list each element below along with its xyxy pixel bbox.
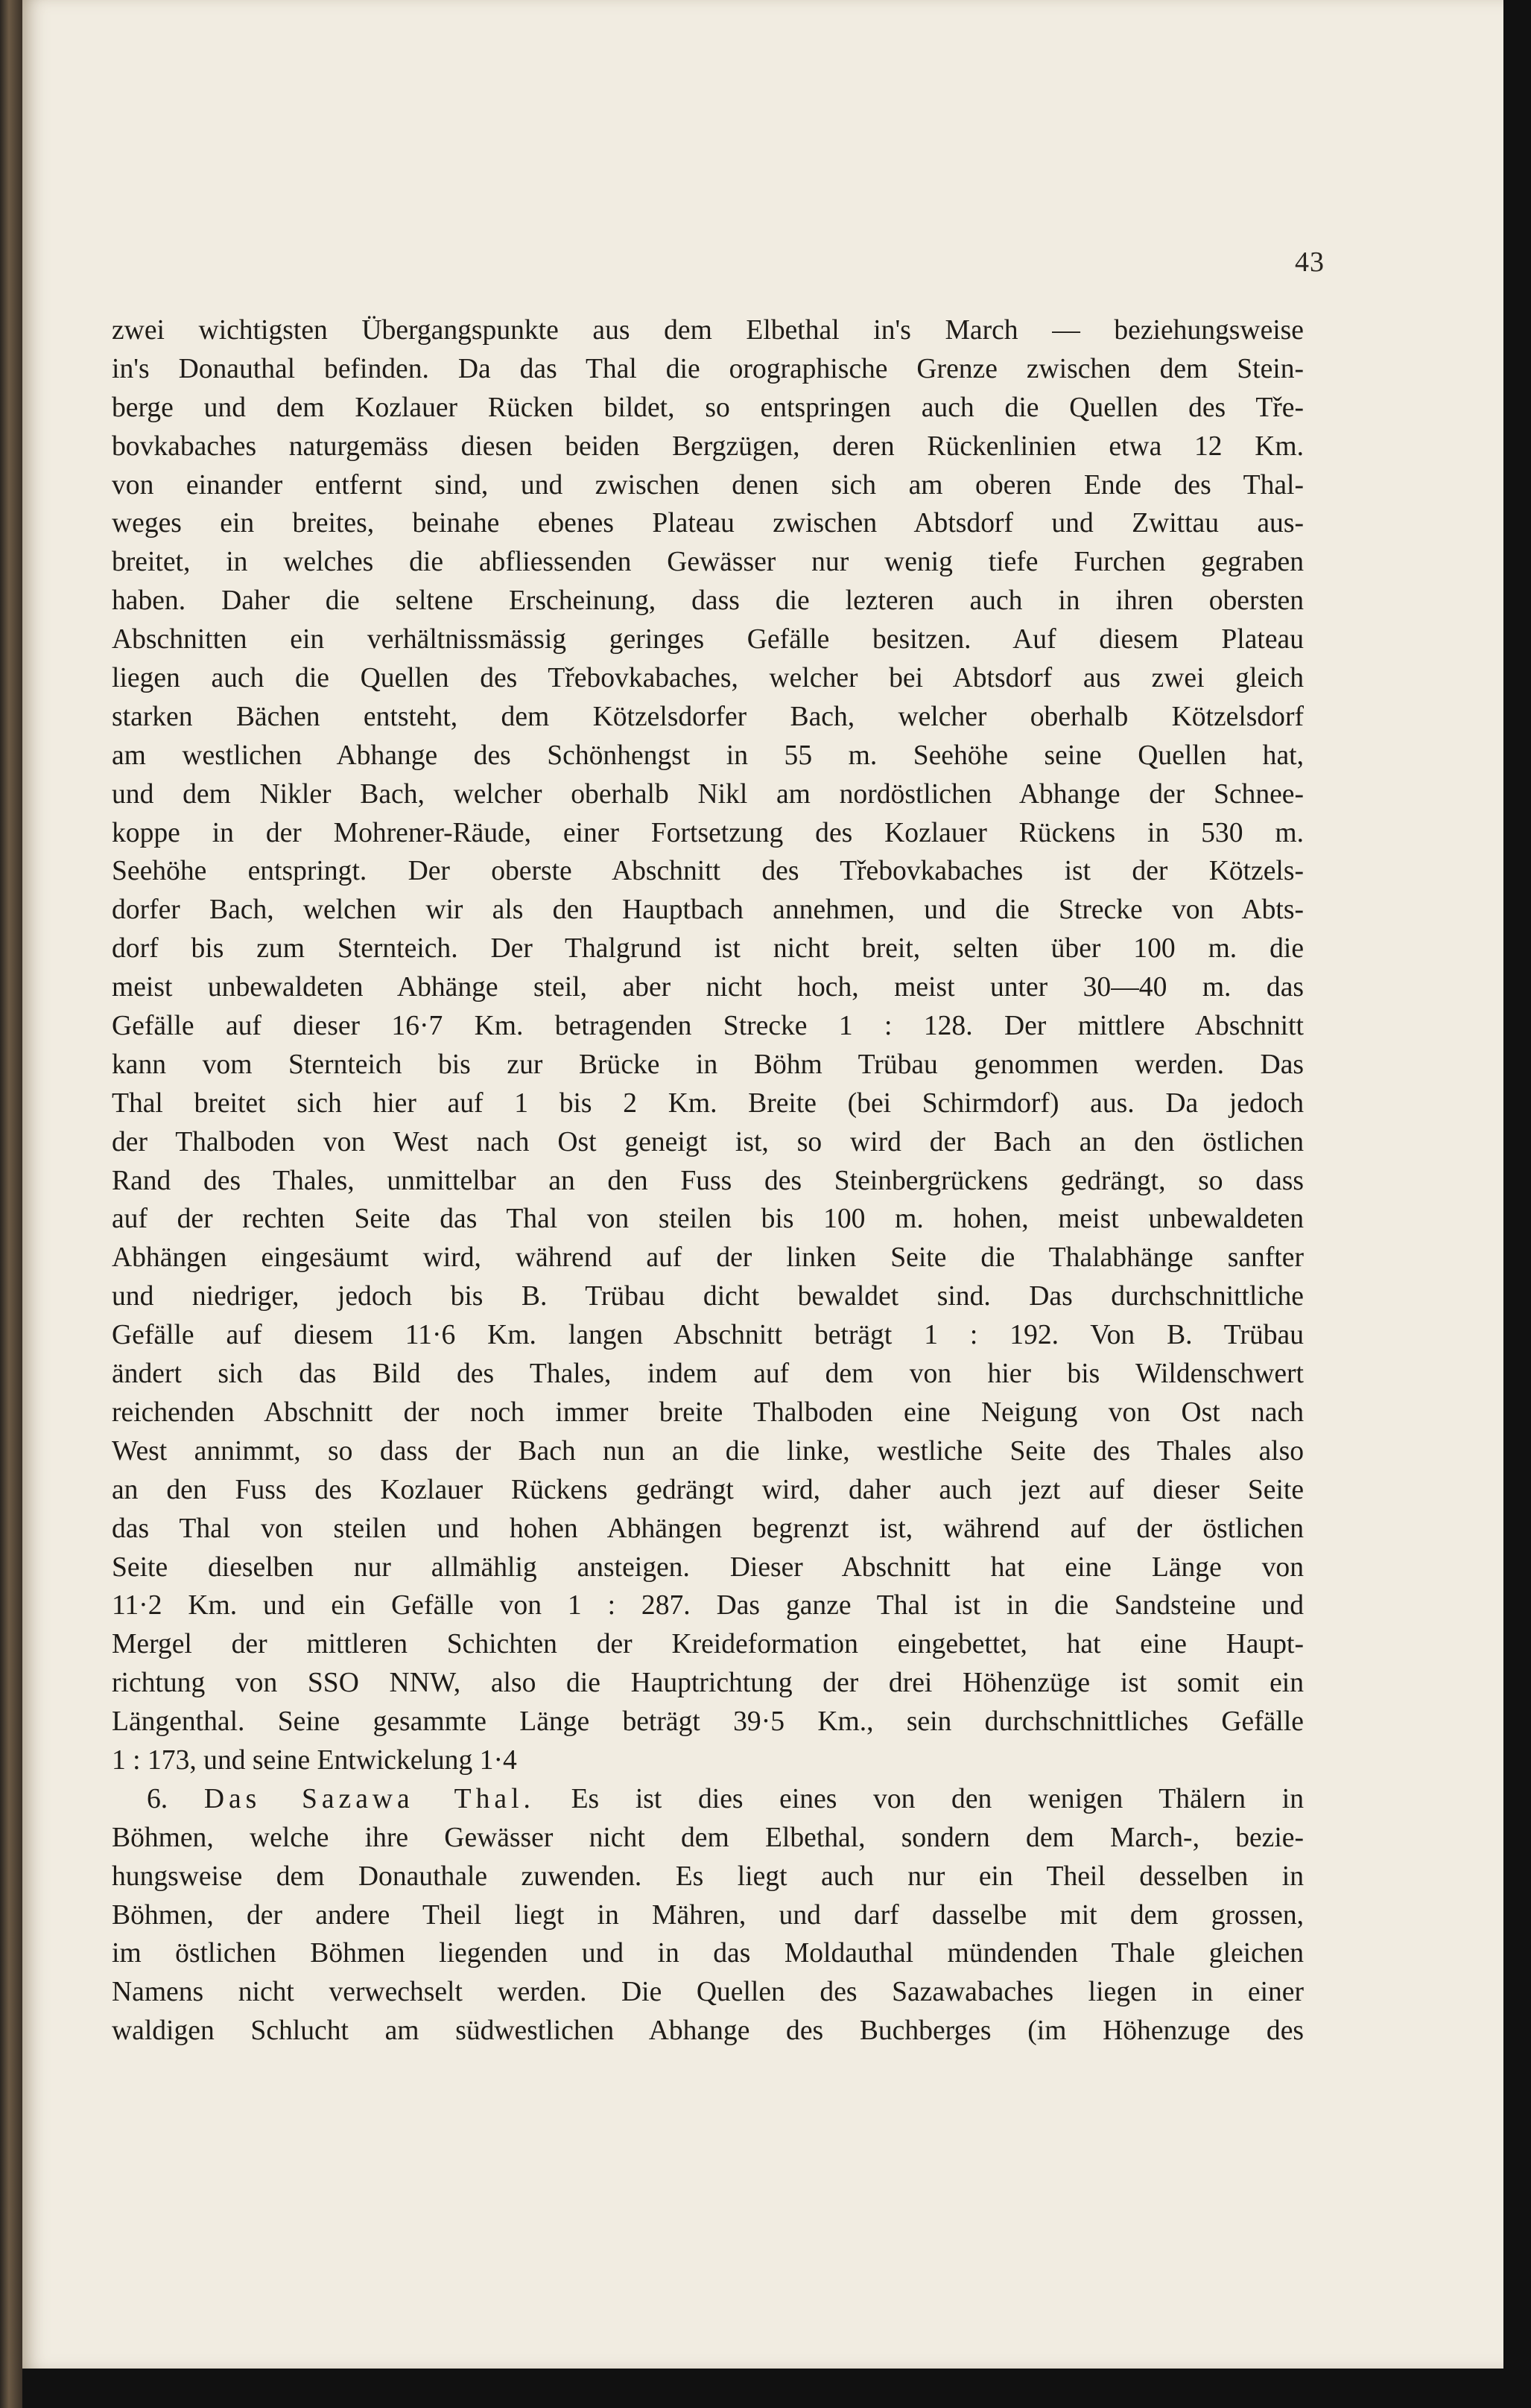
text-line: koppe in der Mohrener-Räude, einer Fortsetzung des Kozlauer Rückens in 530 m.	[112, 817, 1304, 848]
text-line: liegen auch die Quellen des Třebovkabaches, welcher bei Abtsdorf aus zwei gleich	[112, 663, 1304, 694]
text-line: und niedriger, jedoch bis B. Trübau dicht bewaldet sind. Das durchschnittliche	[112, 1281, 1304, 1312]
text-line: auf der rechten Seite das Thal von steilen bis 100 m. hohen, meist unbewaldeten	[112, 1204, 1304, 1235]
text-line: starken Bächen entsteht, dem Kötzelsdorfer Bach, welcher oberhalb Kötzelsdorf	[112, 701, 1304, 732]
text-line: haben. Daher die seltene Erscheinung, dass die lezteren auch in ihren obersten	[112, 585, 1304, 617]
text-line: Seite dieselben nur allmählig ansteigen. Dieser Abschnitt hat eine Länge von	[112, 1551, 1304, 1583]
book-binding-edge	[0, 0, 22, 2408]
text-line: an den Fuss des Kozlauer Rückens gedrängt wird, daher auch jezt auf dieser Seite	[112, 1474, 1304, 1505]
text-line: waldigen Schlucht am südwestlichen Abhange des Buchberges (im Höhenzuge des	[112, 2015, 1304, 2047]
text-line: Gefälle auf diesem 11·6 Km. langen Abschnitt beträgt 1 : 192. Von B. Trübau	[112, 1320, 1304, 1351]
text-line: 1 : 173, und seine Entwickelung 1·4	[112, 1744, 517, 1776]
text-line: dorfer Bach, welchen wir als den Hauptbach annehmen, und die Strecke von Abts-	[112, 895, 1304, 926]
text-line: in's Donauthal befinden. Da das Thal die orographische Grenze zwischen dem Stein-	[112, 353, 1304, 384]
text-line: von einander entfernt sind, und zwischen denen sich am oberen Ende des Thal-	[112, 469, 1304, 501]
text-line: der Thalboden von West nach Ost geneigt ist, so wird der Bach an den östlichen	[112, 1126, 1304, 1157]
text-line: Rand des Thales, unmittelbar an den Fuss des Steinbergrückens gedrängt, so dass	[112, 1165, 1304, 1196]
section-number: 6.	[147, 1783, 168, 1814]
text-line: zwei wichtigsten Übergangspunkte aus dem Elbethal in's March — beziehungsweise	[112, 315, 1304, 346]
text-line: West annimmt, so dass der Bach nun an die linke, westliche Seite des Thales also	[112, 1435, 1304, 1467]
text-line: Böhmen, der andere Theil liegt in Mähren, und darf dasselbe mit dem grossen,	[112, 1899, 1304, 1931]
text-line: hungsweise dem Donauthale zuwenden. Es liegt auch nur ein Theil desselben in	[112, 1861, 1304, 1892]
text-line: breitet, in welches die abfliessenden Gewässer nur wenig tiefe Furchen gegraben	[112, 547, 1304, 578]
text-line: berge und dem Kozlauer Rücken bildet, so entspringen auch die Quellen des Tře-	[112, 392, 1304, 423]
text-line: und dem Nikler Bach, welcher oberhalb Nikl am nordöstlichen Abhange der Schnee-	[112, 778, 1304, 810]
text-line: kann vom Sternteich bis zur Brücke in Böhm Trübau genommen werden. Das	[112, 1049, 1304, 1080]
body-text	[112, 311, 1304, 2050]
section-heading-line	[112, 1780, 1304, 1819]
section-title: Das Sazawa Thal.	[203, 1783, 535, 1814]
text-line: Namens nicht verwechselt werden. Die Quellen des Sazawabaches liegen in einer	[112, 1977, 1304, 2008]
section-first-line-text: Es ist dies eines von den wenigen Thälern in	[571, 1783, 1304, 1814]
text-line: dorf bis zum Sternteich. Der Thalgrund ist nicht breit, selten über 100 m. die	[112, 933, 1304, 965]
text-line: Thal breitet sich hier auf 1 bis 2 Km. Breite (bei Schirmdorf) aus. Da jedoch	[112, 1087, 1304, 1119]
text-line: Abhängen eingesäumt wird, während auf der linken Seite die Thalabhänge sanfter	[112, 1242, 1304, 1274]
text-line: Mergel der mittleren Schichten der Kreideformation eingebettet, hat eine Haupt-	[112, 1629, 1304, 1660]
text-line: reichenden Abschnitt der noch immer breite Thalboden eine Neigung von Ost nach	[112, 1397, 1304, 1428]
text-line: am westlichen Abhange des Schönhengst in 55 m. Seehöhe seine Quellen hat,	[112, 740, 1304, 771]
text-line: weges ein breites, beinahe ebenes Plateau zwischen Abtsdorf und Zwittau aus-	[112, 508, 1304, 539]
text-line: Gefälle auf dieser 16·7 Km. betragenden Strecke 1 : 128. Der mittlere Abschnitt	[112, 1011, 1304, 1042]
text-line: Seehöhe entspringt. Der oberste Abschnitt des Třebovkabaches ist der Kötzels-	[112, 856, 1304, 887]
page-number: 43	[1295, 247, 1325, 278]
text-line: das Thal von steilen und hohen Abhängen begrenzt ist, während auf der östlichen	[112, 1513, 1304, 1544]
text-line: 11·2 Km. und ein Gefälle von 1 : 287. Das ganze Thal ist in die Sandsteine und	[112, 1590, 1304, 1621]
text-line: richtung von SSO NNW, also die Hauptrichtung der drei Höhenzüge ist somit ein	[112, 1668, 1304, 1699]
text-line: im östlichen Böhmen liegenden und in das Moldauthal mündenden Thale gleichen	[112, 1938, 1304, 1969]
text-line: meist unbewaldeten Abhänge steil, aber nicht hoch, meist unter 30—40 m. das	[112, 972, 1304, 1003]
text-line: bovkabaches naturgemäss diesen beiden Bergzügen, deren Rückenlinien etwa 12 Km.	[112, 431, 1304, 462]
text-line: Längenthal. Seine gesammte Länge beträgt 39·5 Km., sein durchschnittliches Gefälle	[112, 1706, 1304, 1738]
text-line: ändert sich das Bild des Thales, indem auf dem von hier bis Wildenschwert	[112, 1359, 1304, 1390]
text-line: Abschnitten ein verhältnissmässig geringes Gefälle besitzen. Auf diesem Plateau	[112, 624, 1304, 655]
text-line: Böhmen, welche ihre Gewässer nicht dem Elbethal, sondern dem March-, bezie-	[112, 1822, 1304, 1853]
